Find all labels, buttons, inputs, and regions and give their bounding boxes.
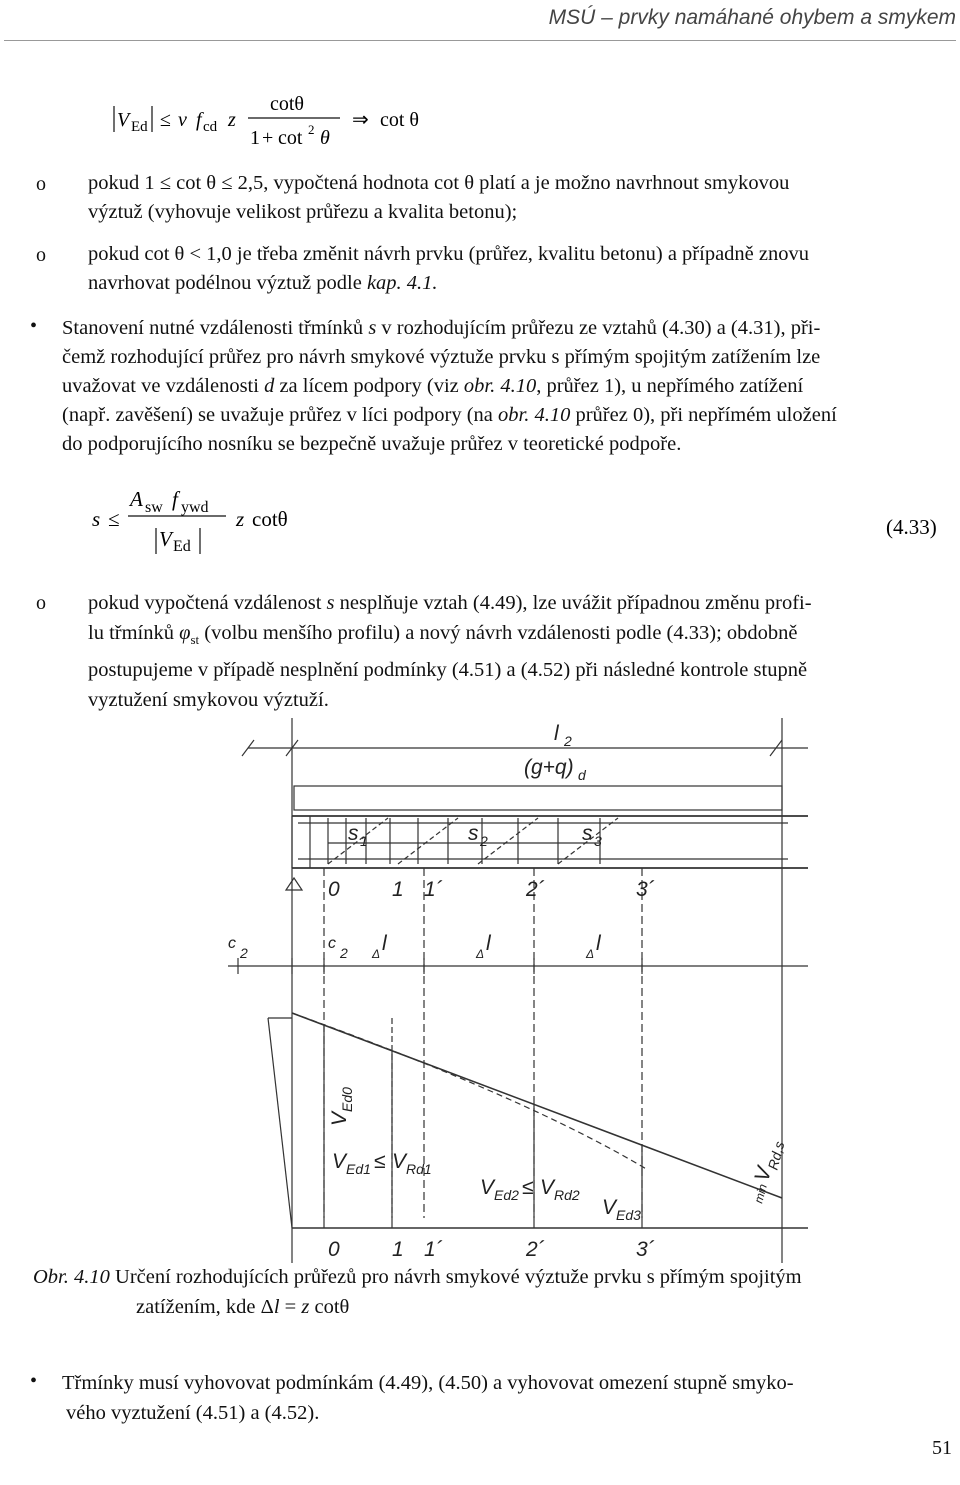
formula-cot-theta xyxy=(100,86,460,152)
v-ed0-label: V xyxy=(328,1111,351,1126)
v-ed-symbol: V xyxy=(117,109,130,131)
svg-text:ywd: ywd xyxy=(181,499,209,516)
svg-text:s: s xyxy=(582,822,593,845)
v-ed2-label: V xyxy=(480,1176,495,1199)
svg-text:2: 2 xyxy=(240,945,248,961)
header-rule xyxy=(4,40,956,41)
svg-text:≤: ≤ xyxy=(522,1176,534,1199)
svg-text:2: 2 xyxy=(340,945,348,961)
svg-text:d: d xyxy=(578,767,586,783)
svg-text:Ed: Ed xyxy=(173,538,191,555)
svg-text:l: l xyxy=(382,932,387,955)
v-rd1-label: V xyxy=(392,1150,407,1173)
list-item-cot-range: pokud 1 ≤ cot θ ≤ 2,5, vypočtená hodnota cot θ platí a je možno navrhnout smykovou výztuž (vyhovuje velikost průřezu a kvalita betonu); xyxy=(88,172,790,223)
svg-text:sw: sw xyxy=(145,499,163,516)
svg-text:c: c xyxy=(328,935,336,952)
svg-text:z: z xyxy=(228,109,236,131)
svg-text:Rd,s: Rd,s xyxy=(764,1139,788,1172)
svg-text:1: 1 xyxy=(250,127,260,149)
formula-4-33 xyxy=(86,484,958,564)
v-rd2-label: V xyxy=(540,1176,555,1199)
svg-text:3: 3 xyxy=(594,833,602,849)
svg-text:cd: cd xyxy=(203,119,218,135)
section-label: 1 xyxy=(392,1238,404,1261)
list-marker: o xyxy=(36,244,46,266)
svg-text:Δ: Δ xyxy=(586,947,595,961)
svg-text:Ed0: Ed0 xyxy=(339,1087,355,1112)
svg-text:Ed3: Ed3 xyxy=(616,1207,641,1223)
section-label: 1´ xyxy=(424,878,443,901)
list-marker: o xyxy=(36,592,46,614)
svg-text:cotθ: cotθ xyxy=(252,507,288,531)
paragraph-stirrup-spacing: Stanovení nutné vzdálenosti třmínků s v rozhodujícím průřezu ze vztahů (4.30) a (4.31), při- čemž rozhodující průřez pro návrh smykové výztuže prvku s přímým spojitým zatížením lze uvažovat ve vzdálenosti d za lícem podpory (viz obr. 4.10, průřez 1), u nepřímého zatížení (např. zavěšení) se uvažuje průřez v líci podpory (na obr. 4.10 průřez 0), při nepřímém uložení do podporujícího nosníku se bezpečně uvažuje průřez v teoretické podpoře. xyxy=(62,317,837,455)
svg-text:Rd1: Rd1 xyxy=(406,1161,432,1177)
v-min-label: V xyxy=(750,1164,777,1185)
svg-text:Ed2: Ed2 xyxy=(494,1187,519,1203)
svg-text:l: l xyxy=(554,722,559,745)
svg-text:2: 2 xyxy=(564,733,572,749)
bullet-marker: • xyxy=(30,1370,38,1392)
svg-text:c: c xyxy=(228,935,236,952)
page-number: 51 xyxy=(932,1437,952,1459)
svg-text:cotθ: cotθ xyxy=(270,93,305,115)
svg-text:≤: ≤ xyxy=(108,507,120,531)
list-item-cot-low: pokud cot θ < 1,0 je třeba změnit návrh prvku (průřez, kvalitu betonu) a případně znovu navrhovat podélnou výztuž podle kap. 4.1. xyxy=(88,243,810,294)
figure-caption: Obr. 4.10 Určení rozhodujících průřezů pro návrh smykové výztuže prvku s přímým spojitým zatížením, kde Δl = z cotθ xyxy=(33,1266,802,1318)
section-label: 1´ xyxy=(424,1238,443,1261)
svg-text:Rd2: Rd2 xyxy=(554,1187,580,1203)
list-item-spacing-check: pokud vypočtená vzdálenost s nesplňuje vztah (4.49), lze uvážit případnou změnu profi- lu třmínků $\varphi_{st}$ (volbu menšího profilu) a nový návrh vzdálenosti podle (4.33); obdobně postupujeme v případě nesplnění podmínky (4.51) a (4.52) při následné kontrole stupně vyztužení smykovou výztuží. xyxy=(88,592,812,712)
svg-text:1: 1 xyxy=(360,833,368,849)
load-label: (g+q) xyxy=(524,756,574,779)
svg-text:2: 2 xyxy=(480,833,488,849)
figure-shear-sections xyxy=(228,718,808,1263)
svg-text:≤: ≤ xyxy=(374,1150,386,1173)
section-label: 0 xyxy=(328,878,340,901)
v-ed3-label: V xyxy=(602,1196,617,1219)
svg-text:min: min xyxy=(751,1182,770,1205)
svg-text:Δ: Δ xyxy=(372,947,381,961)
section-label: 3´ xyxy=(636,1238,655,1261)
svg-text:s: s xyxy=(468,822,479,845)
svg-text:cot: cot xyxy=(278,127,303,149)
svg-text:A: A xyxy=(130,487,143,511)
svg-text:l: l xyxy=(486,932,491,955)
ref-kap: kap. 4.1. xyxy=(366,272,438,294)
svg-text:Ed1: Ed1 xyxy=(346,1161,371,1177)
svg-text:Δ: Δ xyxy=(476,947,485,961)
figure-label: Obr. 4.10 xyxy=(33,1266,110,1288)
svg-text:z: z xyxy=(236,507,245,531)
paragraph-stirrup-conditions: Třmínky musí vyhovovat podmínkám (4.49), (4.50) a vyhovovat omezení stupně smyko- vého vyztužení (4.51) a (4.52). xyxy=(62,1372,794,1424)
svg-text:s: s xyxy=(92,507,101,531)
section-label: 1 xyxy=(392,878,404,901)
svg-text:≤: ≤ xyxy=(160,109,171,131)
section-label: 2´ xyxy=(526,878,545,901)
list-marker: o xyxy=(36,173,46,195)
svg-text:s: s xyxy=(348,822,359,845)
section-label: 2´ xyxy=(526,1238,545,1261)
svg-text:+: + xyxy=(262,127,274,149)
running-header: MSÚ – prvky namáhané ohybem a smykem xyxy=(548,6,956,29)
svg-text:θ: θ xyxy=(320,127,330,149)
svg-text:l: l xyxy=(596,932,601,955)
svg-text:cot θ: cot θ xyxy=(380,109,420,131)
svg-text:⇒: ⇒ xyxy=(352,109,369,131)
svg-text:Ed: Ed xyxy=(131,119,148,135)
svg-text:f: f xyxy=(196,109,202,131)
bullet-marker: • xyxy=(30,315,38,337)
svg-text:ν: ν xyxy=(178,109,187,131)
svg-text:f: f xyxy=(172,487,178,511)
equation-number: (4.33) xyxy=(886,515,937,539)
v-ed1-label: V xyxy=(332,1150,347,1173)
svg-text:V: V xyxy=(159,527,172,551)
section-label: 3´ xyxy=(636,878,655,901)
svg-text:2: 2 xyxy=(308,122,315,137)
section-label: 0 xyxy=(328,1238,340,1261)
